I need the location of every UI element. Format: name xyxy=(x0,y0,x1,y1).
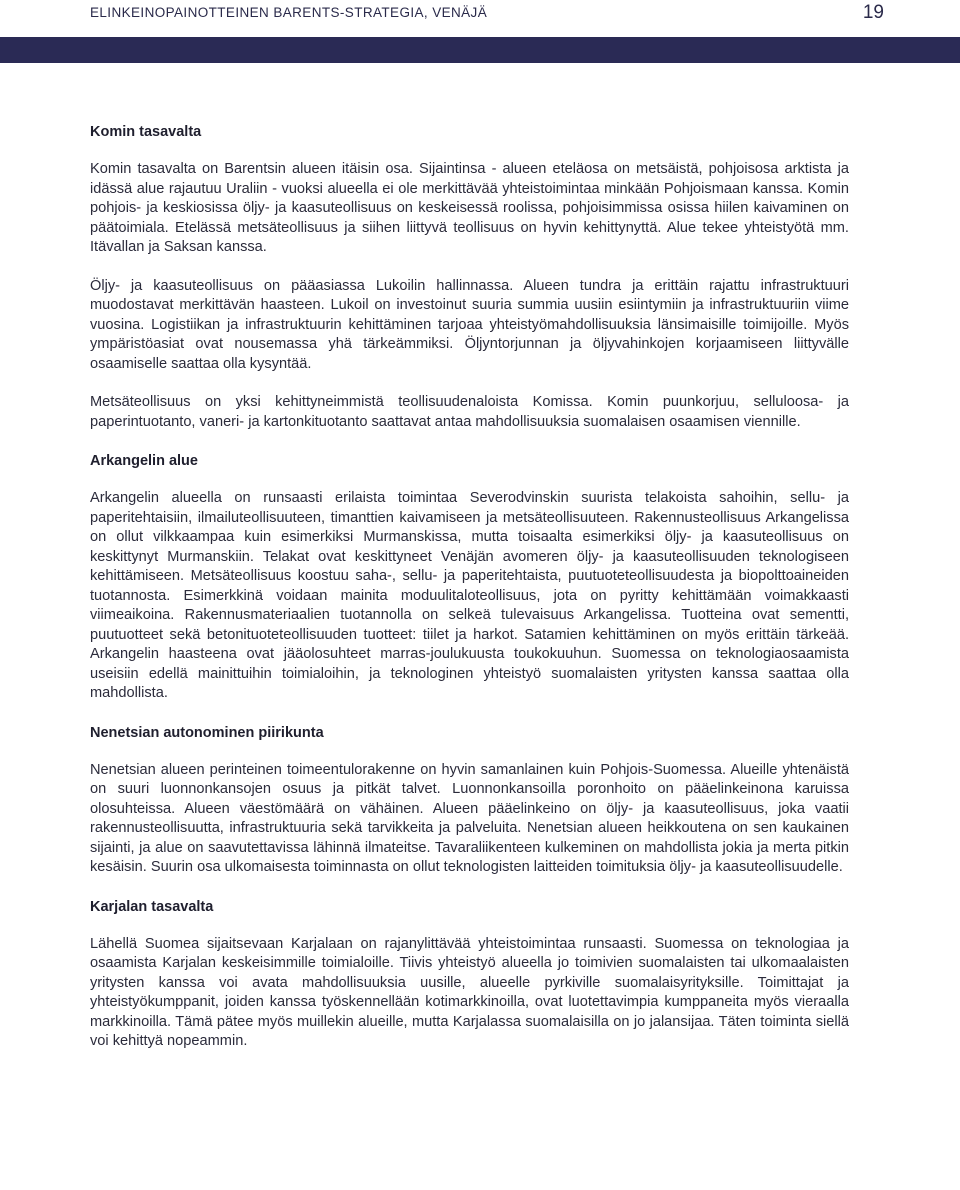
section-heading: Arkangelin alue xyxy=(90,453,198,469)
section-heading: Komin tasavalta xyxy=(90,124,202,140)
paragraph: Komin tasavalta on Barentsin alueen itäisin osa. Sijaintinsa - alueen eteläosa on metsäistä, pohjoisosa arktista ja idässä alue rajautuu Uraliin - vuoksi alueella ei ole merkittävää yhteistoimintaa minkään Pohjoismaan kanssa. Komin pohjois- ja keskiosissa öljy- ja kaasuteollisuus on keskeisessä roolissa, pohjoisimmissa osissa hiilen kaivaminen on päätoimiala. Etelässä metsäteollisuus ja siihen liittyvä teollisuus on hyvin kehittynyttä. Alue tekee yhteistyötä mm. Itävallan ja Saksan kanssa. xyxy=(90,161,849,255)
paragraph: Nenetsian alueen perinteinen toimeentulorakenne on hyvin samanlainen kuin Pohjois-Suomessa. Alueille yhtenäistä on suuri luonnonkansojen osuus ja pitkät talvet. Luonnonkansoilla poronhoito on pääelinkeinona karuissa olosuhteissa. Alueen väestömäärä on vähäinen. Alueen pääelinkeino on öljy- ja kaasuteollisuus, joka vaatii rakennusteollisuutta, infrastruktuuria sekä tarvikkeita ja palveluita. Nenetsian alueen heikkoutena on sen kaukainen sijainti, ja alue on saavutettavissa lähinnä ilmateitse. Tavaraliikenteen kulkeminen on mahdollista jokia ja merta pitkin kesäisin. Suurin osa ulkomaisesta toiminnasta on ollut teknologisten laitteiden toimituksia öljy- ja kaasuteollisuudelle. xyxy=(90,761,849,875)
section-heading: Karjalan tasavalta xyxy=(90,898,214,915)
paragraph: Lähellä Suomea sijaitsevaan Karjalaan on rajanylittävää yhteistoimintaa runsaasti. Suomessa on teknologiaa ja osaamista Karjalan keskeisimmille toimialoille. Tiivis yhteistyö alueella jo toimivien suomalaisten tai ulkomaalaisten yritysten kanssa voi avata mahdollisuuksia uusille, alueelle pyrkiville suomalaisyrityksille. Toimittajat ja yhteistyökumppanit, joiden kanssa työskennellään kotimarkkinoilla, ovat luotettavimpia kumppaneita myös vieraalla markkinoilla. Tämä pätee myös muillekin alueille, mutta Karjalassa suomalaisilla on jo jalansijaa. Täten toiminta siellä voi kehittyä nopeammin. xyxy=(90,935,849,1049)
running-title: ELINKEINOPAINOTTEINEN BARENTS-STRATEGIA, VENÄJÄ xyxy=(90,5,488,20)
header-band xyxy=(0,37,960,63)
page-number: 19 xyxy=(862,2,884,23)
paragraph: Metsäteollisuus on yksi kehittyneimmistä teollisuudenaloista Komissa. Komin puunkorjuu, selluloosa- ja paperintuotanto, vaneri- ja kartonkituotanto saattavat antaa mahdollisuuksia suomalaisen osaamisen viennille. xyxy=(90,394,849,430)
section-karjala xyxy=(90,897,849,1052)
paragraph: Öljy- ja kaasuteollisuus on pääasiassa Lukoilin hallinnassa. Alueen tundra ja erittäin rajattu infrastruktuuri muodostavat merkittävän haasteen. Lukoil on investoinut suuria summia uusiin esiintymiin ja infrastruktuuriin viime vuosina. Logistiikan ja infrastruktuurin kehittäminen tarjoaa yhteistyömahdollisuuksia länsimaisille toimijoille. Myös ympäristöasiat ovat nousemassa yhä tärkeämmiksi. Öljyntorjunnan ja öljyvahinkojen korjaamiseen liittyvälle osaamiselle saattaa olla kysyntää. xyxy=(90,277,849,372)
section-heading: Nenetsian autonominen piirikunta xyxy=(90,724,324,741)
section-komi xyxy=(90,122,849,432)
document-body xyxy=(90,122,849,1071)
section-nenetsia xyxy=(90,723,849,878)
page-header xyxy=(0,0,960,36)
section-arkangeli xyxy=(90,451,849,704)
paragraph: Arkangelin alueella on runsaasti erilaista toimintaa Severodvinskin suurista telakoista sahoihin, sellu- ja paperitehtaisiin, ilmailuteollisuuteen, timanttien kaivamiseen ja metsäteollisuuteen. Rakennusteollisuus Arkangelissa on ollut vilkkaampaa kuin esimerkiksi Murmanskissa, mutta toisaalta esimerkiksi öljy- ja kaasuteollisuus on keskittynyt Murmanskiin. Telakat ovat keskittyneet Venäjän avomeren öljy- ja kaasuteollisuuden teknologiseen kehittämiseen. Metsäteollisuus koostuu saha-, sellu- ja paperitehtaista, puutuoteteollisuudesta ja biopolttoaineiden tuotannosta. Esimerkkinä voidaan mainita moduulitaloteollisuus, jota on pyritty kehittämään voimakkaasti viimeaikoina. Rakennusmateriaalien tuotannolla on selkeä tulevaisuus Arkangelissa. Tuotteina ovat sementti, puutuotteet sekä betonituoteteollisuuden tuotteet: tiilet ja harkot. Satamien kehittäminen on myös erittäin tärkeää. Arkangelin haasteena ovat jääolosuhteet marras-joulukuusta toukokuuhun. Suomessa on teknologiaosaamista useisiin edellä mainittuihin toimialoihin, ja teknologinen yhteistyö suomalaisten yritysten kanssa saattaa olla mahdollista. xyxy=(90,490,849,701)
